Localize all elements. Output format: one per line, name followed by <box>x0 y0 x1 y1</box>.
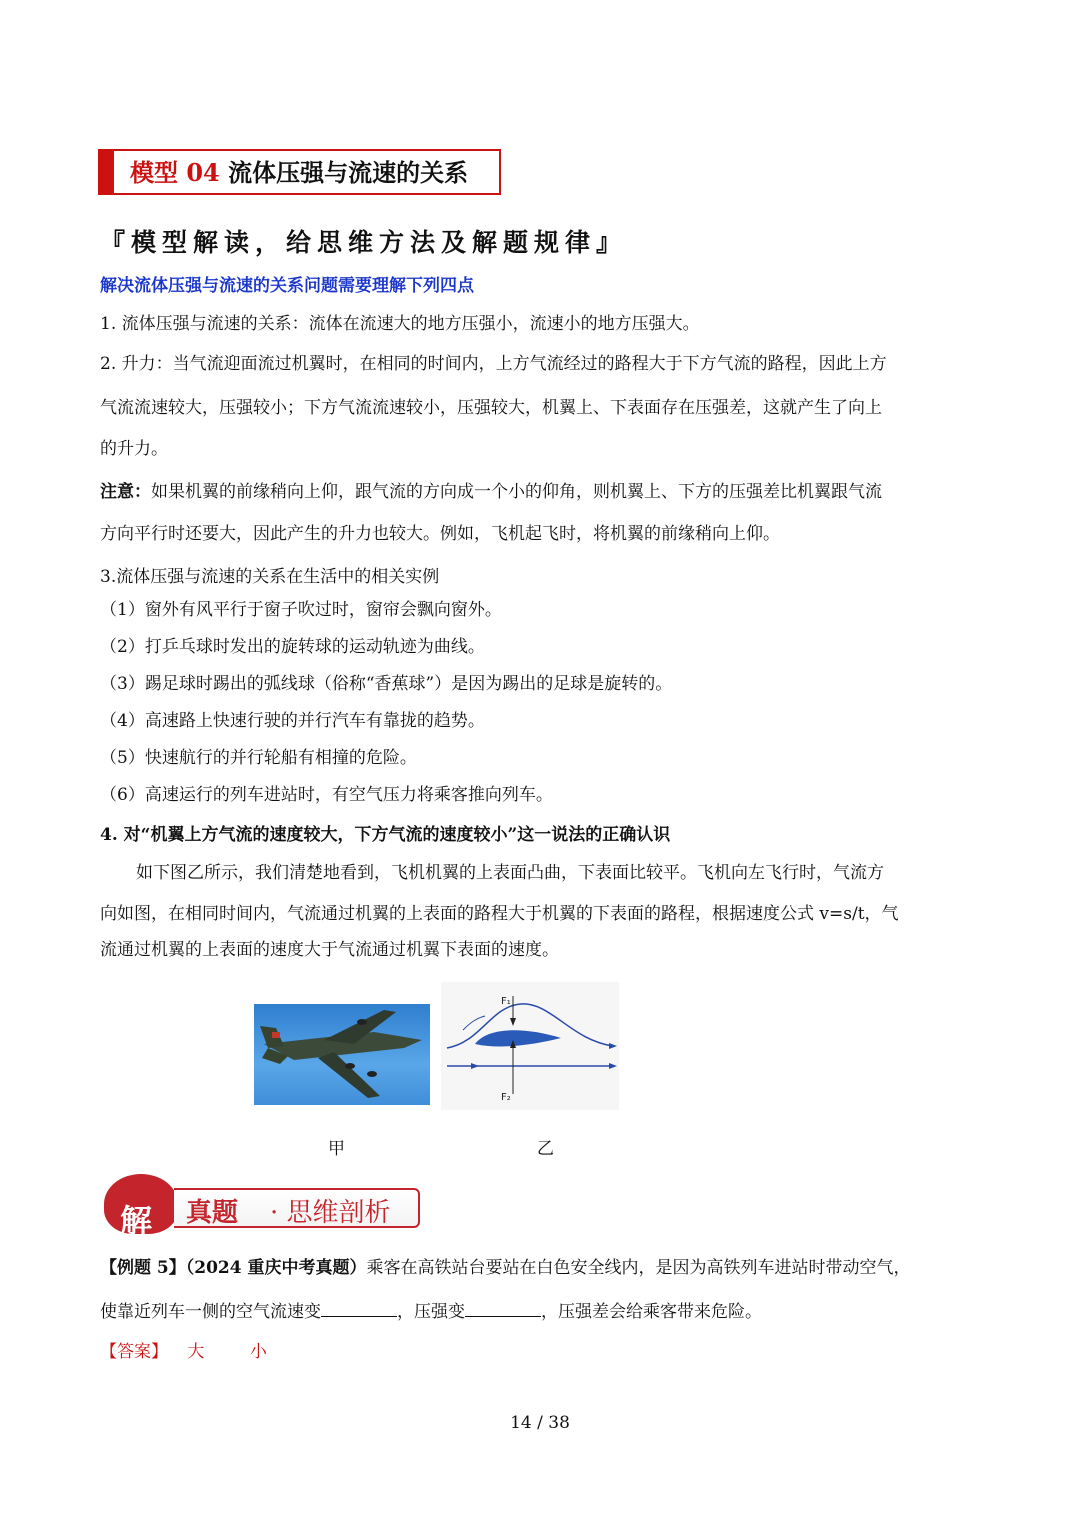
figure-caption-right: 乙 <box>537 1139 554 1159</box>
example-item: （3）踢足球时踢出的弧线球（俗称“香蕉球”）是因为踢出的足球是旋转的。 <box>100 674 673 694</box>
force-bottom-label: F₂ <box>501 1092 511 1103</box>
model-number: 04 <box>186 158 220 187</box>
note-text-1: 如果机翼的前缘稍向上仰，跟气流的方向成一个小的仰角，则机翼上、下方的压强差比机翼跟气流 <box>151 482 882 502</box>
model-title-bar <box>100 151 114 193</box>
banner-strip <box>174 1188 420 1228</box>
banner-title-2: · 思维剖析 <box>270 1198 391 1228</box>
example-question-line-2 <box>100 1298 762 1324</box>
note-line-2: 方向平行时还要大，因此产生的升力也较大。例如，飞机起飞时，将机翼的前缘稍向上仰。 <box>100 524 780 544</box>
force-top-label: F₁ <box>501 996 511 1007</box>
note-label: 注意： <box>100 482 151 502</box>
answer-1: 大 <box>187 1342 205 1362</box>
interpretation-heading: 『模型解读，给思维方法及解题规律』 <box>100 228 628 257</box>
example-item: （5）快速航行的并行轮船有相撞的危险。 <box>100 748 417 768</box>
example-text-2c: ，压强差会给乘客带来危险。 <box>541 1302 762 1322</box>
airplane-illustration <box>254 1004 430 1105</box>
answer-blank-1[interactable] <box>321 1298 397 1317</box>
answer-line <box>100 1340 267 1364</box>
model-title <box>130 159 468 187</box>
note-line-1 <box>100 480 882 504</box>
banner-badge <box>104 1174 178 1240</box>
example-text-1: 乘客在高铁站台要站在白色安全线内，是因为高铁列车进站时带动空气， <box>366 1258 911 1278</box>
example-source: （2024 重庆中考真题） <box>185 1258 367 1278</box>
point-2-line-3: 的升力。 <box>100 439 168 459</box>
figure-caption-left: 甲 <box>328 1139 345 1159</box>
wing-profile-diagram <box>441 982 619 1110</box>
intro-line: 解决流体压强与流速的关系问题需要理解下列四点 <box>100 276 474 296</box>
page-number: 14 / 38 <box>510 1413 570 1433</box>
airplane-photo <box>254 1004 430 1105</box>
point-2-line-1: 2. 升力：当气流迎面流过机翼时，在相同的时间内，上方气流经过的路程大于下方气流的路程，因此上方 <box>100 354 887 374</box>
point-3-title: 3.流体压强与流速的关系在生活中的相关实例 <box>100 567 440 587</box>
answer-label: 【答案】 <box>100 1342 168 1362</box>
point-2-line-2: 气流流速较大，压强较小；下方气流流速较小，压强较大，机翼上、下表面存在压强差，这就产生了向上 <box>100 398 882 418</box>
example-text-2a: 使靠近列车一侧的空气流速变 <box>100 1302 321 1322</box>
section-banner <box>104 1174 422 1240</box>
banner-title-1: 真题 <box>186 1198 239 1228</box>
point-4-title: 4. 对“机翼上方气流的速度较大，下方气流的速度较小”这一说法的正确认识 <box>100 825 671 845</box>
example-item: （2）打乒乓球时发出的旋转球的运动轨迹为曲线。 <box>100 637 485 657</box>
point-1: 1. 流体压强与流速的关系：流体在流速大的地方压强小，流速小的地方压强大。 <box>100 314 700 334</box>
example-item: （1）窗外有风平行于窗子吹过时，窗帘会飘向窗外。 <box>100 600 502 620</box>
model-title-box <box>98 149 501 195</box>
model-label: 模型 <box>130 158 178 187</box>
example-question-line-1 <box>100 1256 910 1280</box>
example-text-2b: ，压强变 <box>397 1302 465 1322</box>
banner-badge-text: 解 <box>120 1202 153 1240</box>
point-4-line-1: 如下图乙所示，我们清楚地看到，飞机机翼的上表面凸曲，下表面比较平。飞机向左飞行时，气流方 <box>136 863 884 883</box>
answer-2: 小 <box>249 1342 267 1362</box>
airflow-diagram <box>441 982 619 1110</box>
example-item: （4）高速路上快速行驶的并行汽车有靠拢的趋势。 <box>100 711 485 731</box>
model-title-text: 流体压强与流速的关系 <box>228 158 469 187</box>
point-4-line-2: 向如图，在相同时间内，气流通过机翼的上表面的路程大于机翼的下表面的路程，根据速度公式 v=s/t，气 <box>100 904 899 924</box>
example-label: 【例题 5】 <box>100 1258 186 1278</box>
answer-blank-2[interactable] <box>465 1298 541 1317</box>
example-item: （6）高速运行的列车进站时，有空气压力将乘客推向列车。 <box>100 785 553 805</box>
point-4-line-3: 流通过机翼的上表面的速度大于气流通过机翼下表面的速度。 <box>100 940 559 960</box>
